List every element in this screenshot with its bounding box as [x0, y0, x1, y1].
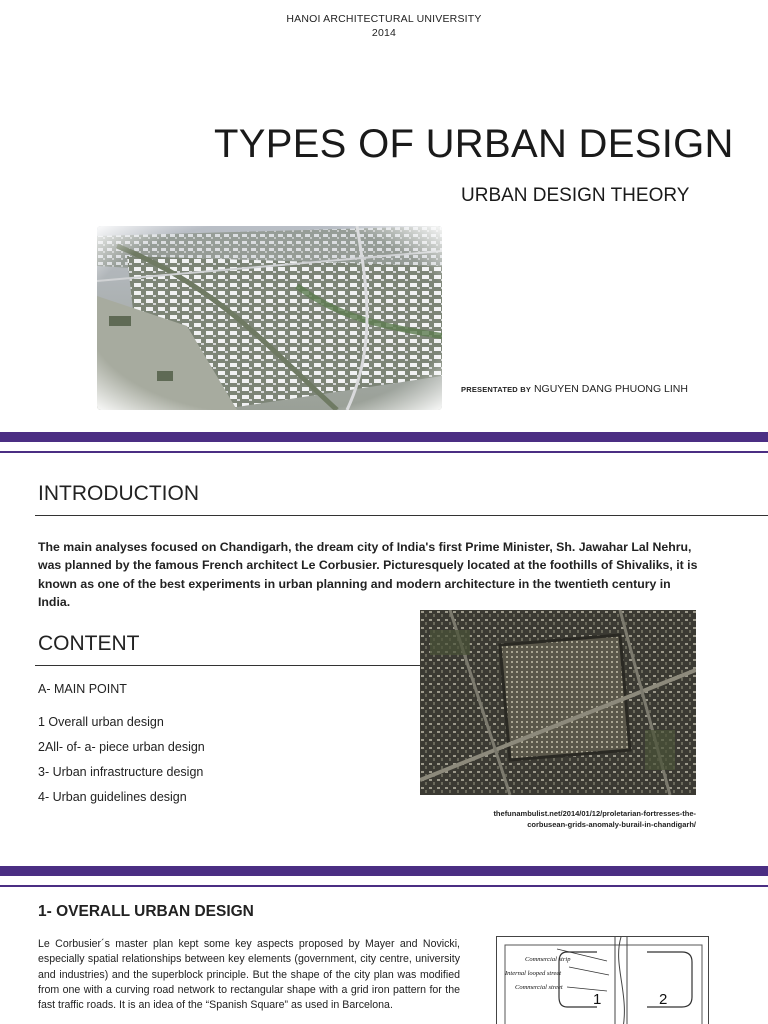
sector-2-label: 2 [659, 991, 668, 1008]
cover-page [0, 0, 768, 432]
presenter-name: NGUYEN DANG PHUONG LINH [533, 383, 688, 395]
city-aerial-render-image [97, 226, 442, 410]
heading-rule [35, 515, 768, 516]
university-header [0, 12, 768, 40]
satellite-photo-image [420, 610, 696, 795]
purple-divider-band [0, 866, 768, 887]
content-rule [35, 665, 420, 666]
sector-1-label: 1 [593, 991, 602, 1008]
presenter-line [461, 383, 688, 395]
content-heading: CONTENT [38, 632, 140, 655]
purple-divider-band [0, 432, 768, 453]
list-item: 4- Urban guidelines design [38, 790, 187, 804]
list-item: 2All- of- a- piece urban design [38, 740, 205, 754]
section-body-text: Le Corbusier´s master plan kept some key aspects proposed by Mayer and Novicki, especially spatial relationships between key elements (government, city centre, university and industries) and the superblock principle. But the shape of the city plan was modified from one with a curving road network to rectangular shape with a grid iron pattern for the fast traffic roads. It is an idea of the “Spanish Square” as used in Barcelona. [38, 938, 460, 1012]
overall-urban-design-page [0, 890, 768, 1024]
introduction-heading: INTRODUCTION [38, 482, 199, 505]
commercial-strip-label: Commercial strip [525, 956, 571, 963]
page-subtitle: URBAN DESIGN THEORY [461, 185, 690, 206]
presented-by-label: PRESENTATED BY [461, 385, 532, 394]
internal-looped-street-label: Internal looped street [505, 970, 562, 977]
commercial-street-label: Commercial street [515, 984, 563, 991]
page-title: TYPES OF URBAN DESIGN [214, 122, 734, 166]
list-item: 1 Overall urban design [38, 715, 164, 729]
year: 2014 [371, 27, 397, 39]
image-source-caption: thefunambulist.net/2014/01/12/proletarian-fortresses-the- corbusean-grids-anomaly-burail-in-chandigarh/ [493, 809, 696, 829]
introduction-page [0, 470, 768, 862]
introduction-text: The main analyses focused on Chandigarh, the dream city of India's first Prime Minister, Sh. Jawahar Lal Nehru, was planned by the famous French architect Le Corbusier. Picturesquely located at the foothills of Shivaliks, it is known as one of the best experiments in urban planning and modern architecture in the twentieth century in India. [38, 540, 698, 610]
superblock-plan-diagram [496, 936, 709, 1024]
university-name: HANOI ARCHITECTURAL UNIVERSITY [286, 13, 482, 25]
list-item: 3- Urban infrastructure design [38, 765, 204, 779]
content-list [38, 714, 205, 814]
section-heading: 1- OVERALL URBAN DESIGN [38, 903, 254, 920]
main-point-label: A- MAIN POINT [38, 682, 127, 696]
